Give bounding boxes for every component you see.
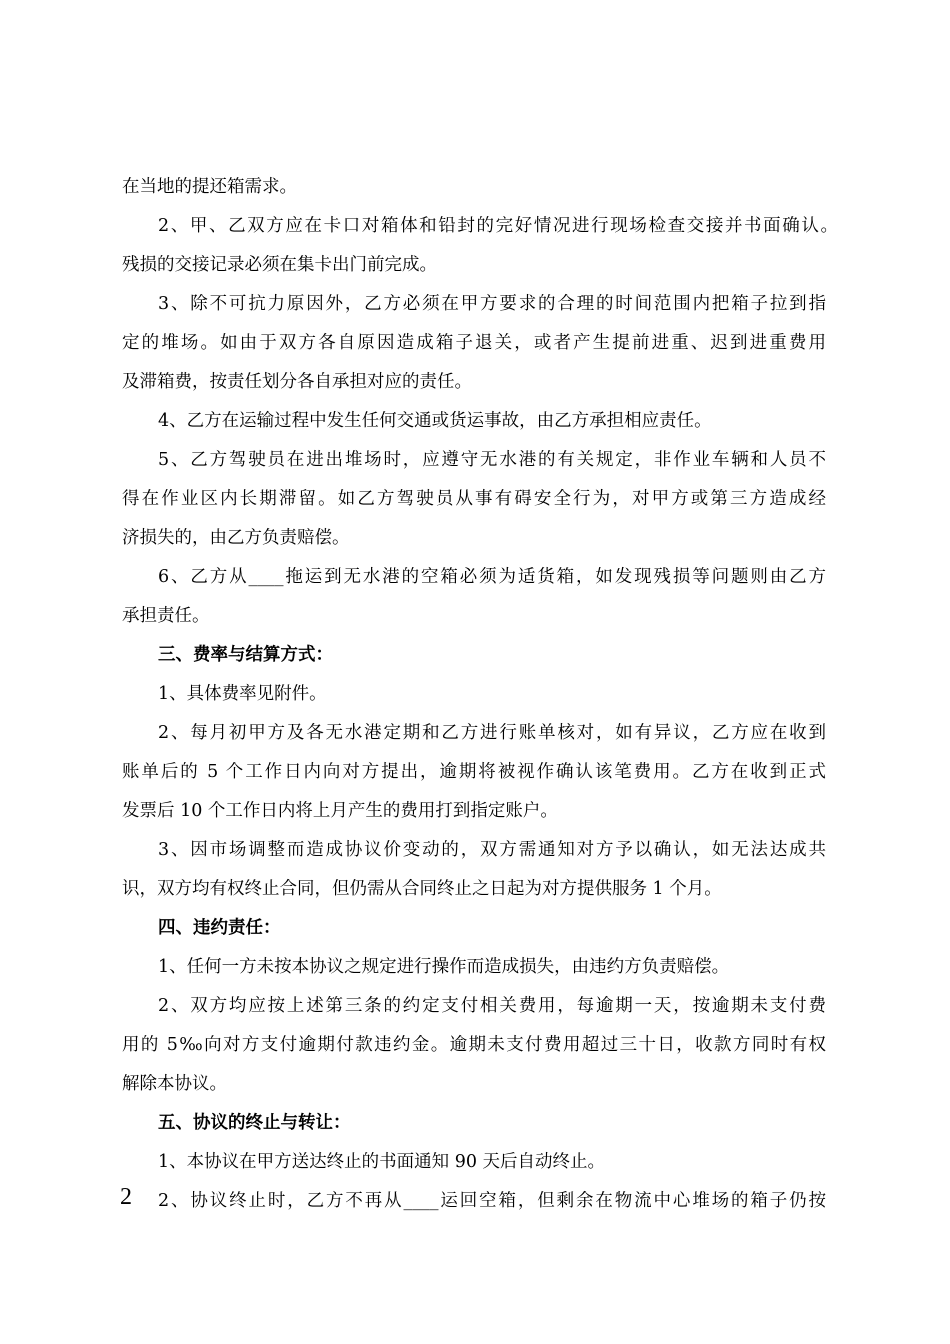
paragraph-line: 2、双方均应按上述第三条的约定支付相关费用，每逾期一天，按逾期未支付费	[158, 996, 826, 1016]
section-heading-fees: 三、费率与结算方式：	[158, 645, 333, 665]
paragraph-line: 用的 5‰向对方支付逾期付款违约金。逾期未支付费用超过三十日，收款方同时有权	[122, 1035, 826, 1055]
paragraph-line: 残损的交接记录必须在集卡出门前完成。	[122, 255, 437, 275]
paragraph-line: 1、本协议在甲方送达终止的书面通知 90 天后自动终止。	[158, 1152, 606, 1172]
paragraph-line: 发票后 10 个工作日内将上月产生的费用打到指定账户。	[122, 801, 558, 821]
paragraph-line: 承担责任。	[122, 606, 210, 626]
paragraph-line: 济损失的，由乙方负责赔偿。	[122, 528, 350, 548]
paragraph-line: 2、甲、乙双方应在卡口对箱体和铅封的完好情况进行现场检查交接并书面确认。	[158, 216, 838, 236]
section-heading-breach: 四、违约责任：	[158, 918, 281, 938]
page-number: 2	[120, 1184, 132, 1210]
paragraph-line: 1、任何一方未按本协议之规定进行操作而造成损失，由违约方负责赔偿。	[158, 957, 730, 977]
paragraph-line: 定的堆场。如由于双方各自原因造成箱子退关，或者产生提前进重、迟到进重费用	[122, 333, 826, 353]
paragraph-line: 4、乙方在运输过程中发生任何交通或货运事故，由乙方承担相应责任。	[158, 411, 712, 431]
paragraph-line: 解除本协议。	[122, 1074, 227, 1094]
paragraph-line: 3、除不可抗力原因外，乙方必须在甲方要求的合理的时间范围内把箱子拉到指	[158, 294, 826, 314]
paragraph-line: 账单后的 5 个工作日内向对方提出，逾期将被视作确认该笔费用。乙方在收到正式	[122, 762, 826, 782]
paragraph-line: 1、具体费率见附件。	[158, 684, 327, 704]
paragraph-line: 识，双方均有权终止合同，但仍需从合同终止之日起为对方提供服务 1 个月。	[122, 879, 722, 899]
paragraph-line: 2、协议终止时，乙方不再从____运回空箱，但剩余在物流中心堆场的箱子仍按	[158, 1191, 826, 1211]
paragraph-line: 在当地的提还箱需求。	[122, 177, 297, 197]
paragraph-line: 5、乙方驾驶员在进出堆场时，应遵守无水港的有关规定，非作业车辆和人员不	[158, 450, 826, 470]
section-heading-termination: 五、协议的终止与转让：	[158, 1113, 351, 1133]
paragraph-line: 6、乙方从____拖运到无水港的空箱必须为适货箱，如发现残损等问题则由乙方	[158, 567, 826, 587]
paragraph-line: 3、因市场调整而造成协议价变动的，双方需通知对方予以确认，如无法达成共	[158, 840, 826, 860]
paragraph-line: 2、每月初甲方及各无水港定期和乙方进行账单核对，如有异议，乙方应在收到	[158, 723, 826, 743]
paragraph-line: 及滞箱费，按责任划分各自承担对应的责任。	[122, 372, 472, 392]
paragraph-line: 得在作业区内长期滞留。如乙方驾驶员从事有碍安全行为，对甲方或第三方造成经	[122, 489, 826, 509]
